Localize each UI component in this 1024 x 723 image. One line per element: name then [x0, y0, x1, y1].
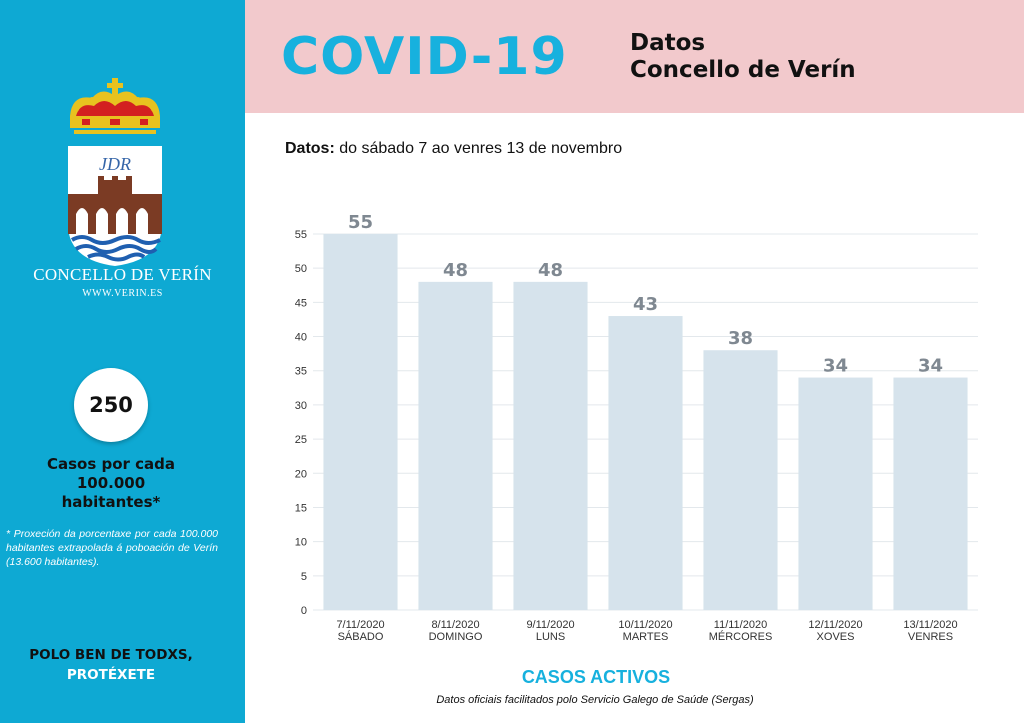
source-note: Datos oficiais facilitados polo Servicio Galego de Saúde (Sergas) [436, 694, 754, 706]
bar [418, 282, 492, 610]
bar-value-label: 48 [537, 259, 564, 281]
y-tick-label: 15 [294, 502, 307, 515]
slogan-line-1: POLO BEN DE TODXS, [29, 647, 193, 663]
header-subtitle-line-2: Concello de Verín [630, 57, 856, 83]
rate-value: 250 [89, 393, 133, 417]
slogan-line-2: PROTÉXETE [66, 667, 156, 683]
rate-label-line-2: 100.000 [76, 474, 146, 492]
x-tick-date-label: 12/11/2020 [808, 619, 863, 631]
bar [513, 282, 587, 610]
y-tick-label: 20 [294, 468, 307, 481]
x-tick-day-label: XOVES [816, 631, 855, 643]
x-tick-day-label: LUNS [535, 631, 566, 643]
bar-value-label: 55 [347, 212, 374, 233]
bar-value-label: 38 [727, 328, 754, 350]
rate-badge [74, 368, 148, 442]
bar-value-label: 34 [917, 355, 944, 377]
x-tick-date-label: 11/11/2020 [713, 619, 768, 631]
concello-name: CONCELLO DE VERÍN [33, 265, 212, 284]
bar [608, 316, 682, 610]
x-tick-date-label: 7/11/2020 [336, 619, 385, 631]
x-tick-day-label: MÉRCORES [708, 631, 773, 643]
sidebar [0, 0, 245, 723]
bar [893, 378, 967, 610]
svg-text:JDR: JDR [99, 154, 131, 174]
header [245, 0, 1024, 113]
x-tick-date-label: 10/11/2020 [618, 619, 673, 631]
page-title: COVID-19 [281, 27, 568, 87]
y-tick-label: 45 [294, 297, 307, 310]
y-tick-label: 25 [294, 434, 307, 447]
concello-website: WWW.VERIN.ES [82, 288, 163, 299]
bar-value-label: 34 [822, 355, 849, 377]
bar-chart [245, 190, 1024, 655]
date-range-text: do sábado 7 ao venres 13 de novembro [334, 140, 623, 157]
y-tick-label: 35 [294, 365, 307, 378]
y-tick-label: 30 [294, 399, 307, 412]
y-tick-label: 5 [300, 570, 307, 583]
bar-value-label: 43 [632, 294, 659, 316]
x-tick-date-label: 13/11/2020 [903, 619, 958, 631]
header-subtitle [630, 30, 856, 84]
x-tick-day-label: MARTES [622, 631, 669, 643]
y-tick-label: 0 [300, 605, 307, 617]
date-range-label: Datos: [285, 140, 335, 157]
rate-label [0, 455, 222, 512]
date-range [285, 140, 622, 158]
y-tick-label: 40 [294, 331, 307, 344]
bar [798, 378, 872, 610]
x-tick-day-label: DOMINGO [428, 631, 483, 643]
rate-label-line-1: Casos por cada [46, 455, 176, 473]
x-tick-day-label: SÁBADO [337, 631, 384, 643]
y-tick-label: 50 [294, 263, 307, 276]
x-tick-day-label: VENRES [907, 631, 954, 643]
slogan [0, 645, 222, 685]
x-tick-date-label: 9/11/2020 [526, 619, 575, 631]
bar-value-label: 48 [442, 259, 469, 281]
bar [703, 350, 777, 610]
footnote: * Proxeción da porcentaxe por cada 100.000 habitantes extrapolada á poboación de Verín (13.600 habitantes). [6, 528, 218, 568]
rate-label-line-3: habitantes* [61, 493, 161, 511]
coat-of-arms-icon [62, 76, 170, 266]
chart-title: CASOS ACTIVOS [521, 667, 671, 687]
y-tick-label: 10 [294, 536, 307, 549]
header-subtitle-line-1: Datos [630, 30, 706, 56]
x-tick-date-label: 8/11/2020 [431, 619, 480, 631]
bar [323, 234, 397, 610]
y-tick-label: 55 [294, 229, 307, 241]
